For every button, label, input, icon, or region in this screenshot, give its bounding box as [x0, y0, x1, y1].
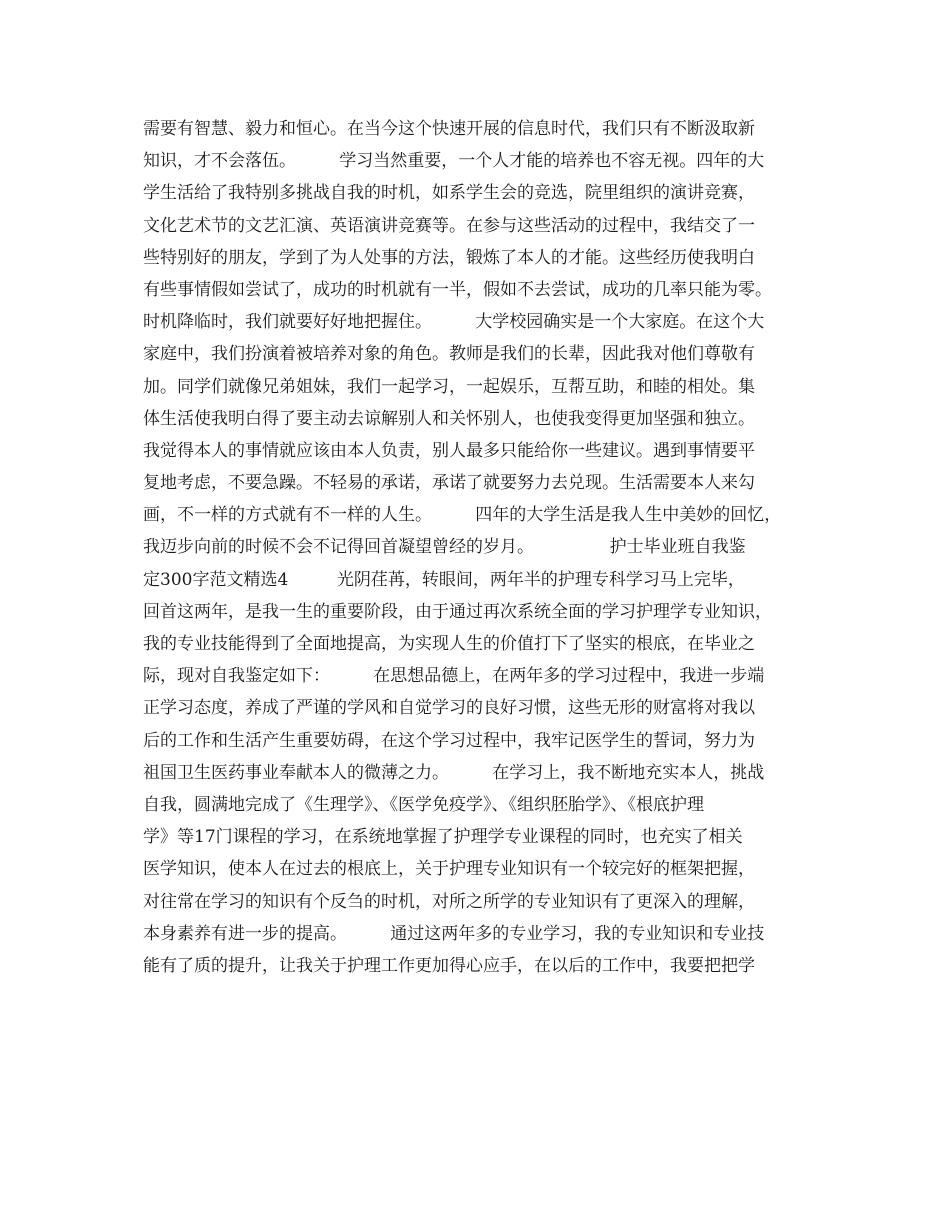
text-line: 时机降临时，我们就要好好地把握住。 大学校园确实是一个大家庭。在这个大 [143, 312, 765, 333]
text-line: 学》等17门课程的学习，在系统地掌握了护理学专业课程的同时，也充实了相关 [143, 827, 743, 848]
text-line: 回首这两年，是我一生的重要阶段，由于通过再次系统全面的学习护理学专业知识， [143, 601, 772, 622]
text-line: 际，现对自我鉴定如下： 在思想品德上，在两年多的学习过程中，我进一步端 [143, 666, 765, 687]
text-line: 定300字范文精选4 光阴荏苒，转眼间，两年半的护理专科学习马上完毕， [143, 569, 745, 590]
text-line: 正学习态度，养成了严谨的学风和自觉学习的良好习惯，这些无形的财富将对我以 [143, 698, 755, 719]
text-line: 有些事情假如尝试了，成功的时机就有一半，假如不去尝试，成功的几率只能为零。 [143, 279, 772, 300]
text-line: 文化艺术节的文艺汇演、英语演讲竞赛等。在参与这些活动的过程中，我结交了一 [143, 215, 755, 236]
text-line: 对往常在学习的知识有个反刍的时机，对所之所学的专业知识有了更深入的理解， [143, 891, 755, 912]
text-line: 我觉得本人的事情就应该由本人负责，别人最多只能给你一些建议。遇到事情要平 [143, 440, 755, 461]
text-line: 学生活给了我特别多挑战自我的时机，如系学生会的竞选，院里组织的演讲竞赛， [143, 183, 755, 204]
text-line: 画，不一样的方式就有不一样的人生。 四年的大学生活是我人生中美妙的回忆， [143, 505, 782, 526]
text-line: 复地考虑，不要急躁。不轻易的承诺，承诺了就要努力去兑现。生活需要本人来勾 [143, 473, 755, 494]
text-line: 后的工作和生活产生重要妨碍，在这个学习过程中，我牢记医学生的誓词，努力为 [143, 730, 755, 751]
text-line: 家庭中，我们扮演着被培养对象的角色。教师是我们的长辈，因此我对他们尊敬有 [143, 344, 755, 365]
text-line: 些特别好的朋友，学到了为人处事的方法，锻炼了本人的才能。这些经历使我明白 [143, 247, 755, 268]
text-line: 本身素养有进一步的提高。 通过这两年多的专业学习，我的专业知识和专业技 [143, 923, 765, 944]
text-line: 需要有智慧、毅力和恒心。在当今这个快速开展的信息时代，我们只有不断汲取新 [143, 119, 755, 139]
text-line: 加。同学们就像兄弟姐妹，我们一起学习，一起娱乐，互帮互助，和睦的相处。集 [143, 376, 755, 397]
text-line: 自我，圆满地完成了《生理学》、《医学免疫学》、《组织胚胎学》、《根底护理 [143, 794, 704, 815]
text-line: 医学知识，使本人在过去的根底上，关于护理专业知识有一个较完好的框架把握， [143, 859, 755, 880]
text-line: 体生活使我明白得了要主动去谅解别人和关怀别人，也使我变得更加坚强和独立。 [143, 408, 755, 429]
text-line: 能有了质的提升，让我关于护理工作更加得心应手，在以后的工作中，我要把把学 [143, 955, 755, 976]
text-line: 我的专业技能得到了全面地提高，为实现人生的价值打下了坚实的根底，在毕业之 [143, 634, 755, 654]
text-line: 知识，才不会落伍。 学习当然重要，一个人才能的培养也不容无视。四年的大 [143, 151, 765, 172]
body-text [143, 113, 833, 982]
text-line: 祖国卫生医药事业奉献本人的微薄之力。 在学习上，我不断地充实本人，挑战 [143, 762, 765, 783]
text-line: 我迈步向前的时候不会不记得回首凝望曾经的岁月。 护士毕业班自我鉴 [143, 537, 746, 558]
